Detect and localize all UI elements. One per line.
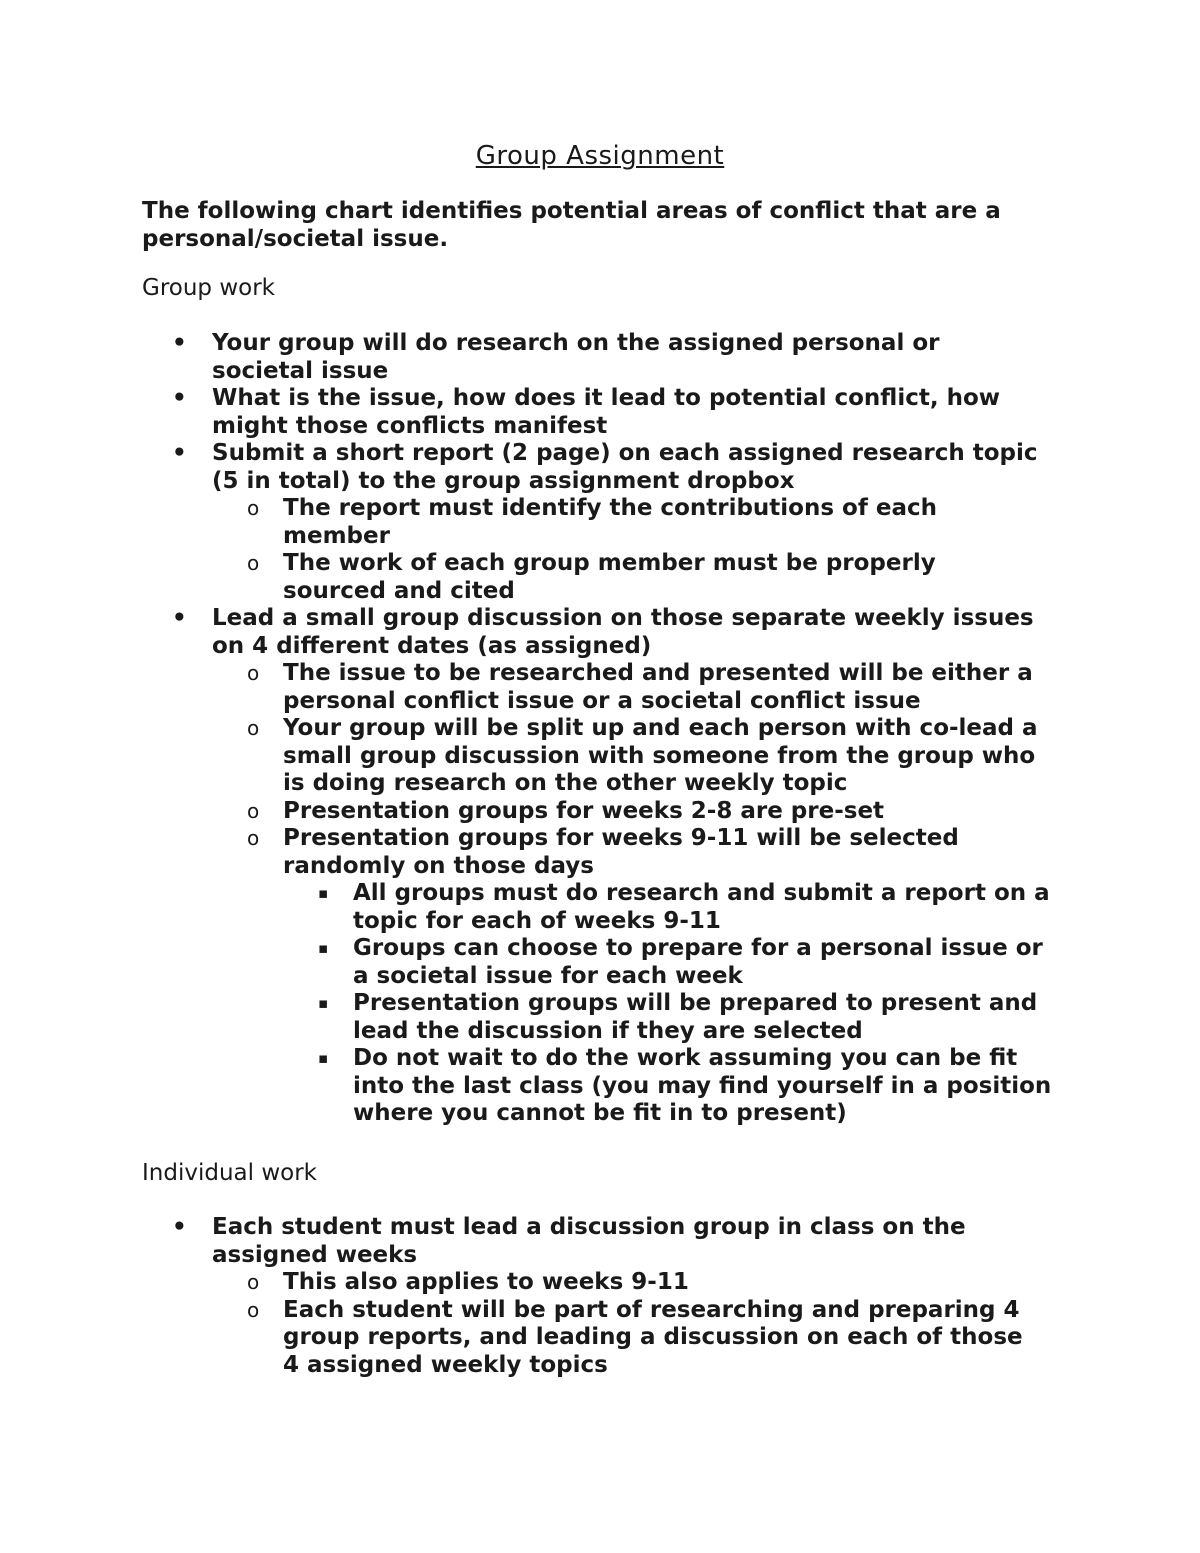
list-item	[0, 605, 1042, 660]
bullet-icon: o	[247, 496, 260, 520]
individual-work-heading: Individual work	[142, 1160, 317, 1186]
bullet-icon: o	[247, 661, 260, 685]
list-item	[0, 550, 1043, 605]
bullet-icon: •	[172, 605, 187, 631]
list-item	[0, 825, 1043, 880]
list-item-text: Your group will do research on the assigned personal or societal issue	[212, 330, 940, 384]
list-item-text: Do not wait to do the work assuming you can be fit into the last class (you may find yourself in a position where you cannot be fit in to present)	[353, 1045, 1052, 1126]
bullet-icon: ▪	[318, 939, 329, 957]
bullet-icon: •	[172, 440, 187, 466]
list-item	[0, 1045, 1058, 1128]
list-item	[0, 330, 1042, 385]
bullet-icon: o	[247, 1297, 260, 1322]
list-item-text: The issue to be researched and presented will be either a personal conflict issue or a societal conflict issue	[283, 660, 1033, 714]
bullet-icon: ▪	[318, 994, 329, 1012]
bullet-icon: ▪	[318, 884, 329, 902]
list-item-text: What is the issue, how does it lead to potential conflict, how might those conflicts manifest	[212, 385, 1001, 439]
list-item	[0, 440, 1042, 495]
bullet-icon: •	[172, 330, 187, 356]
group-work-list	[0, 330, 1200, 1128]
list-item	[0, 715, 1043, 798]
intro-paragraph: The following chart identifies potential areas of conflict that are a personal/societal issue.	[142, 198, 1001, 252]
list-item	[0, 1297, 1043, 1380]
list-item	[0, 1214, 1042, 1269]
list-item-text: Presentation groups for weeks 9-11 will be selected randomly on those days	[283, 825, 959, 879]
list-item-text: Groups can choose to prepare for a personal issue or a societal issue for each week	[353, 935, 1043, 989]
bullet-icon: ▪	[318, 1049, 329, 1067]
list-item-text: The work of each group member must be properly sourced and cited	[283, 550, 936, 604]
list-item-text: The report must identify the contributions of each member	[283, 495, 937, 549]
list-item	[0, 990, 1058, 1045]
list-item-text: Presentation groups for weeks 2-8 are pre-set	[283, 797, 885, 824]
bullet-icon: o	[247, 1270, 260, 1294]
bullet-icon: o	[247, 826, 260, 850]
bullet-icon: o	[247, 798, 260, 823]
bullet-icon: •	[172, 385, 187, 411]
bullet-icon: o	[247, 716, 260, 740]
bullet-icon: •	[172, 1214, 187, 1240]
list-item	[0, 660, 1043, 715]
list-item-text: Submit a short report (2 page) on each assigned research topic (5 in total) to the group assignment dropbox	[212, 440, 1038, 494]
list-item	[0, 495, 1043, 550]
list-item-text: Lead a small group discussion on those separate weekly issues on 4 different dates (as assigned)	[212, 605, 1034, 659]
group-work-heading: Group work	[142, 275, 275, 301]
individual-work-list	[0, 1214, 1200, 1379]
list-item	[0, 385, 1042, 440]
list-item	[0, 935, 1058, 990]
list-item-text: This also applies to weeks 9-11	[283, 1269, 689, 1295]
list-item-text: Each student must lead a discussion group in class on the assigned weeks	[212, 1214, 966, 1268]
list-item-text: Each student will be part of researching and preparing 4 group reports, and leading a discussion on each of those 4 assigned weekly topics	[283, 1296, 1023, 1378]
list-item-text: All groups must do research and submit a report on a topic for each of weeks 9-11	[353, 880, 1050, 934]
list-item	[0, 798, 1043, 826]
list-item	[0, 880, 1058, 935]
list-item-text: Presentation groups will be prepared to present and lead the discussion if they are selected	[353, 990, 1038, 1044]
list-item-text: Your group will be split up and each person with co-lead a small group discussion with someone from the group who is doing research on the other weekly topic	[283, 715, 1038, 796]
list-item	[0, 1269, 1043, 1297]
bullet-icon: o	[247, 551, 260, 575]
page-title: Group Assignment	[475, 141, 725, 171]
